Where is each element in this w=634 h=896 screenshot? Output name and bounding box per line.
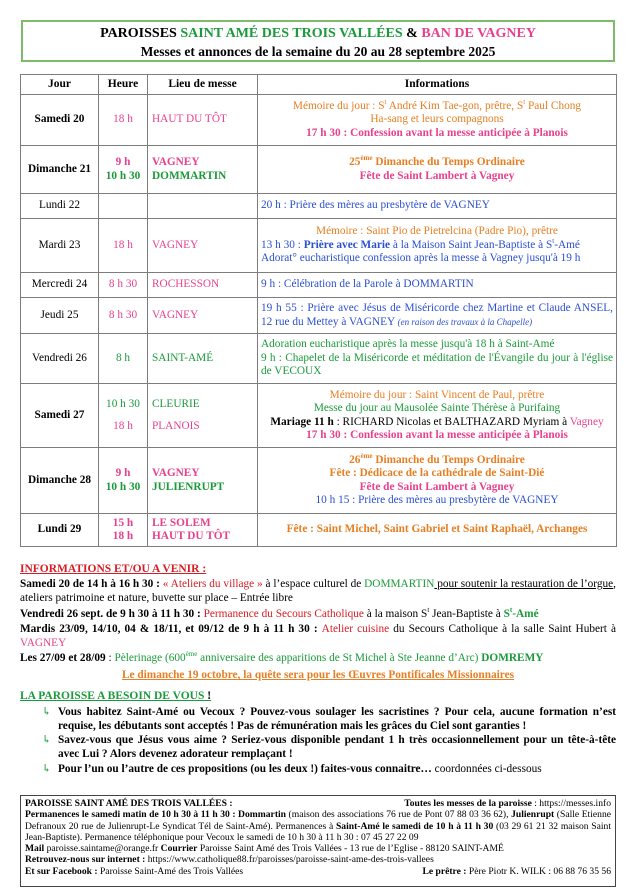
place-cell: CLEURIE PLANOIS [148,384,258,448]
announcements-section [20,562,616,776]
day-cell: Vendredi 26 [21,334,99,384]
hour-cell: 8 h 30 [99,298,148,334]
title-parish-1: SAINT AMÉ DES TROIS VALLÉES [180,26,403,41]
page-header [21,20,615,62]
info-line: Adoration eucharistique après la messe jusqu'à 18 h à Saint-Amé [261,338,555,351]
title-parish-2: BAN DE VAGNEY [421,26,536,41]
table-row [21,298,617,334]
info-line: 9 h : Chapelet de la Miséricorde et méditation de l'Évangile du jour à l'église de VECOUX [261,351,613,378]
info-line: 17 h 30 : Confession avant la messe anticipée à Planois [306,428,568,441]
hour-cell: 9 h 10 h 30 [99,146,148,194]
info-line: Fête : Dédicace de la cathédrale de Saint-Dié [329,467,545,480]
info-cell [258,448,617,514]
info-line: Adorat° eucharistique confession après la messe à Vagney jusqu'à 19 h [261,252,581,265]
arrow-icon: ↳ [42,762,52,775]
table-row [21,146,617,194]
footer-permanences: Permanences le samedi matin de 10 h 30 à 11 h 30 : Dommartin (maison des associations 76 rue de Pont 07 88 03 36 62), Julienrupt (Salle Etienne Defranoux 20 rue de Julienrupt-Le Syndicat Tél de Saint-Amé). Permanences à Saint-Amé le samedi de 10 h à 11 h 30 (03 29 61 21 32 maison Saint Jean-Baptiste). Permanence téléphonique pour Vecoux le samedi de 10 h 30 à 11 h 30 : 07 45 27 22 09 [25,809,611,843]
info-line: Fête de Saint Lambert à Vagney [359,480,515,493]
hour-cell: 15 h 18 h [99,514,148,547]
day-cell: Dimanche 28 [21,448,99,514]
footer-box [20,795,616,887]
list-item: ↳ Savez-vous que Jésus vous aime ? Seriez-vous disponible pendant 1 h très occasionnellement pour un tête-à-tête avec Lui ? Alors devenez adorateur remplaçant ! [42,734,616,761]
page-title [23,25,613,43]
info-cell [258,146,617,194]
arrow-icon: ↳ [42,734,52,747]
footer-website: Retrouvez-nous sur internet : https://www.catholique88.fr/paroisses/paroisse-saint-ame-des-trois-vallees [25,854,434,866]
hour-cell: 18 h [99,219,148,273]
announcement-item: Vendredi 26 sept. de 9 h 30 à 11 h 30 : Permanence du Secours Catholique à la maison $S^t$ Jean-Baptiste à $S^t$-Amé [20,605,539,620]
table-row [21,273,617,298]
day-cell: Samedi 20 [21,95,99,146]
info-line: Mariage 11 h : RICHARD Nicolas et BALTHAZARD Myriam à Vagney [270,415,604,428]
info-cell: 20 h : Prière des mères au presbytère de VAGNEY [258,194,617,219]
info-line: Mémoire du jour : Saint Vincent de Paul, prêtre [329,388,545,401]
day-cell: Lundi 29 [21,514,99,547]
info-cell [258,334,617,384]
hour-cell: 18 h [99,95,148,146]
table-row [21,448,617,514]
title-part: PAROISSES [100,26,181,41]
info-cell [258,384,617,448]
col-header-hour: Heure [99,75,148,95]
table-row [21,219,617,273]
info-line: 25ème Dimanche du Temps Ordinaire [349,154,525,169]
col-header-info: Informations [258,75,617,95]
announcement-item: Mardis 23/09, 14/10, 04 & 18/11, et 09/12 de 9 h à 11 h 30 : Atelier cuisine du Secours Catholique à la salle Saint Hubert à VAGNEY [20,622,617,650]
footer-line: PAROISSE SAINT AMÉ DES TROIS VALLÉES : Toutes les messes de la paroisse : https://messes.info [25,798,611,809]
info-line: 17 h 30 : Confession avant la messe anticipée à Planois [306,126,568,139]
col-header-place: Lieu de messe [148,75,258,95]
table-row [21,384,617,448]
place-cell: VAGNEY [148,298,258,334]
place-cell: VAGNEY [148,219,258,273]
info-line: Mémoire : Saint Pio de Pietrelcina (Padre Pio), prêtre [316,225,558,238]
place-cell: VAGNEY DOMMARTIN [148,146,258,194]
list-item: ↳ Vous habitez Saint-Amé ou Vecoux ? Pouvez-vous soulager les sacristines ? Pour cela, aucune formation n’est requise, les débutants sont acceptés ! Pas de rémunération mais les grâces du Ciel sont garanties ! [42,705,616,733]
page-subtitle: Messes et annonces de la semaine du 20 au 28 septembre 2025 [140,44,496,59]
announcements-title: INFORMATIONS ET/OU A VENIR : [20,563,207,575]
place-cell: LE SOLEM HAUT DU TÔT [148,514,258,547]
day-cell: Mercredi 24 [21,273,99,298]
info-line: 10 h 15 : Prière des mères au presbytère de VAGNEY [315,493,559,506]
day-cell: Samedi 27 [21,384,99,448]
hour-cell: 8 h 30 [99,273,148,298]
title-part: & [402,26,422,41]
day-cell: Dimanche 21 [21,146,99,194]
help-needed-list [20,705,616,776]
info-line: Mémoire du jour : $S^t$ André Kim Tae-gon, prêtre, $S^t$ Paul Chong [292,98,582,112]
list-item: ↳ Pour l’un ou l’autre de ces propositions (ou les deux !) faites-vous connaitre… coordonnées ci-dessous [42,762,542,775]
hour-cell: 10 h 30 18 h [99,384,148,448]
info-cell [258,95,617,146]
place-cell: VAGNEY JULIENRUPT [148,448,258,514]
announcement-item: Samedi 20 de 14 h à 16 h 30 : « Ateliers du village » à l’espace culturel de DOMMARTIN pour soutenir la restauration de l’orgue, ateliers patrimoine et nature, buvette sur place – Entrée libre [20,578,616,605]
day-cell: Lundi 22 [21,194,99,219]
info-line: Messe du jour au Mausolée Sainte Thérèse à Purifaing [313,402,561,415]
announcement-item: Le dimanche 19 octobre, la quête sera pour les Œuvres Pontificales Missionnaires [121,669,515,682]
hour-cell [99,194,148,219]
table-header-row [21,75,617,95]
place-cell [148,194,258,219]
table-row [21,514,617,547]
footer-line: Et sur Facebook : Paroisse Saint-Amé des Trois Vallées Le prêtre : Père Piotr K. WILK : 06 88 76 35 56 [25,865,611,877]
place-cell: SAINT-AMÉ [148,334,258,384]
table-row [21,95,617,146]
hour-cell: 8 h [99,334,148,384]
table-row [21,194,617,219]
place-cell: HAUT DU TÔT [148,95,258,146]
table-row [21,334,617,384]
info-cell [258,219,617,273]
info-line: 13 h 30 : Prière avec Marie à la Maison Saint Jean-Baptiste à $S^t$-Amé [261,237,580,251]
announcement-item: Les 27/09 et 28/09 : Pèlerinage (600ème anniversaire des apparitions de St Michel à Ste Jeanne d’Arc) DOMREMY [20,650,544,665]
info-line: Fête de Saint Lambert à Vagney [359,169,515,182]
footer-contact: Mail paroisse.saintame@orange.fr Courrier Paroisse Saint Amé des Trois Vallées - 13 rue de l’Eglise - 88120 SAINT-AMÉ [25,843,504,855]
info-cell: 19 h 55 : Prière avec Jésus de Miséricorde chez Martine et Claude ANSEL, 12 rue du Mettey à VAGNEY (en raison des travaux à la Chapelle) [258,298,617,334]
help-needed-title: LA PAROISSE A BESOIN DE VOUS ! [20,689,212,702]
info-line: 26ème Dimanche du Temps Ordinaire [349,451,525,466]
schedule-table [20,74,617,547]
day-cell: Jeudi 25 [21,298,99,334]
arrow-icon: ↳ [42,705,52,718]
info-line: Ha-sang et leurs compagnons [370,113,504,126]
info-cell: Fête : Saint Michel, Saint Gabriel et Saint Raphaël, Archanges [258,514,617,547]
col-header-day: Jour [21,75,99,95]
info-cell: 9 h : Célébration de la Parole à DOMMARTIN [258,273,617,298]
place-cell: ROCHESSON [148,273,258,298]
day-cell: Mardi 23 [21,219,99,273]
hour-cell: 9 h 10 h 30 [99,448,148,514]
